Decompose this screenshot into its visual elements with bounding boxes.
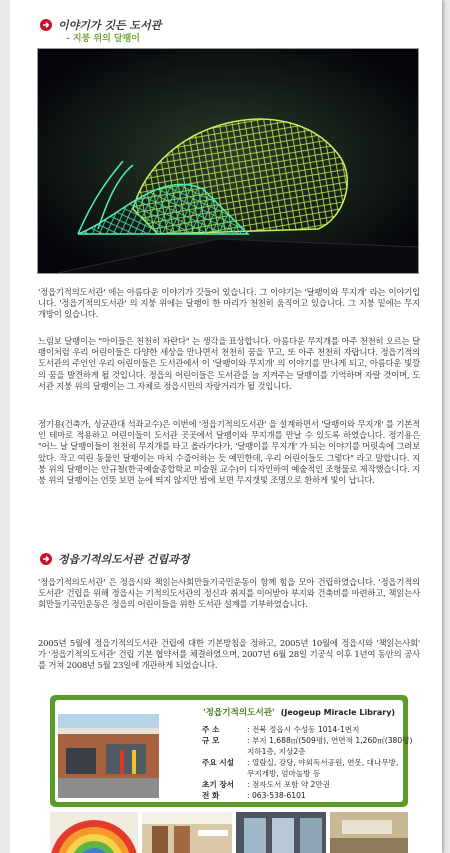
section-subtitle: - 지붕 위의 달팽이: [66, 34, 140, 44]
section-header-history: [40, 551, 189, 567]
library-info-box: [50, 695, 413, 807]
library-building-photo: [58, 714, 159, 798]
info-row-books: 초기 장서 : 점자도서 포함 약 2만권: [202, 780, 331, 789]
stairs-photo: [330, 812, 408, 853]
snail-meaning-paragraph: 느림보 달팽이는 "아이들은 천천히 자란다" 는 생각을 표상합니다. 아름다운 무지개를 아주 천천히 오르는 달팽이처럼 우리 어린이들은 다양한 세상을 만나면서 천천히 꿈을 꾸고, 또 아주 천천히 자랍니다. 정읍기적의도서관의 주인인 우리 어린이들은 도서관에서 이 '달팽이와 무지개' 의 이야기를 만나게 되고, 아름다운 빛깔의 꿈을 발견하게 될 것입니다. 정읍의 어린이들은 도서관을 늘 지켜주는 달팽이를 기억하며 자랄 것이며, 도서관 지붕 위의 달팽이는 그 자체로 정읍시민의 자랑거리가 될 것입니다.: [38, 336, 420, 391]
timeline-paragraph: 2005년 5월에 정읍기적의도서관 건립에 대한 기본방침을 정하고, 2005년 10월에 정읍시와 '책읽는사회' 가 '정읍기적의도서관' 건립 기본 협약서를 체결하였으며, 2007년 6월 28일 기공식 이후 1년여 동안의 공사를 거쳐 2008년 5월 23일에 개관하게 되었습니다.: [38, 638, 420, 671]
section-title: 이야기가 깃든 도서관: [58, 19, 162, 32]
reading-room-photo: [142, 812, 232, 853]
info-row-size: 규 모 : 부지 1,688㎡(509평), 연면적 1,260㎡(380평): [202, 736, 413, 745]
info-title-ko: '정읍기적의도서관': [203, 708, 275, 718]
section-title: 정읍기적의도서관 건립과정: [58, 553, 190, 566]
info-row-phone: 전 화 : 063-538-6101: [202, 791, 306, 800]
info-row-floors: 지하1층, 지상2층: [247, 747, 306, 756]
construction-paragraph: '정읍기적의도서관' 은 정읍시와 책읽는사회만들기국민운동이 함께 힘을 모아 건립하였습니다. '정읍기적의도서관' 건립을 위해 정읍시는 기적의도서관의 정신과 취지를 이어받아 부지와 건축비를 마련하고, 책읽는사회만들기국민운동은 정읍의 어린이들을 위한 도서관 설계를 기부하였습니다.: [38, 577, 420, 610]
rainbow-room-photo: [50, 812, 138, 853]
info-row-address: 주 소 : 전북 정읍시 수성동 1014-1번지: [202, 725, 360, 734]
info-row-facilities-cont: 무지개방, 엄마놀방 등: [247, 769, 321, 778]
info-title-en: (Jeogeup Miracle Library): [280, 708, 396, 717]
architect-paragraph: 정기용(건축가, 성균관대 석좌교수)은 이번에 '정읍기적의도서관' 을 설계하면서 '달팽이와 무지개' 를 기본적인 테마로 적용하고 어린이들이 도서관 곳곳에서 달팽이와 무지개를 만날 수 있도록 하였습니다. 정기용은 "어느 날 달팽이들이 천천히 무지개를 타고 올라가다가, '달팽이를 무지개' 가 되는 이야기를 머릿속에 그려보았다. 작고 여린 동물인 달팽이는 마치 수줍어하는 듯 예민한데, 우리 어린이들도 그렇다" 라고 말합니다. 지붕 위의 달팽이는 안규철(한국예술종합학교 미술원 교수)이 디자인하여 예술적인 조형물로 제작했습니다. 지붕 위의 달팽이는 언뜻 보면 눈에 띄지 않지만 밤에 보면 무지갯빛 조명으로 환하게 빛이 납니다.: [38, 419, 420, 486]
content-page: [10, 0, 442, 853]
info-box-title: [203, 706, 395, 718]
hallway-photo: [236, 812, 326, 853]
arrow-right-icon: [40, 19, 52, 31]
snail-sculpture-photo: [37, 48, 419, 274]
arrow-right-icon: [40, 553, 52, 565]
intro-paragraph: '정읍기적의도서관' 에는 아름다운 이야기가 깃들어 있습니다. 그 이야기는 '달팽이와 무지개' 라는 이야기입니다. '정읍기적의도서관' 의 지붕 위에는 달팽이 한 마리가 천천히 움직이고 있습니다. 그 지붕 밑에는 무지개방이 있습니다.: [38, 287, 420, 320]
info-row-facilities: 주요 시설 : 열람실, 강당, 야외독서공원, 연못, 대나무방,: [202, 758, 399, 767]
